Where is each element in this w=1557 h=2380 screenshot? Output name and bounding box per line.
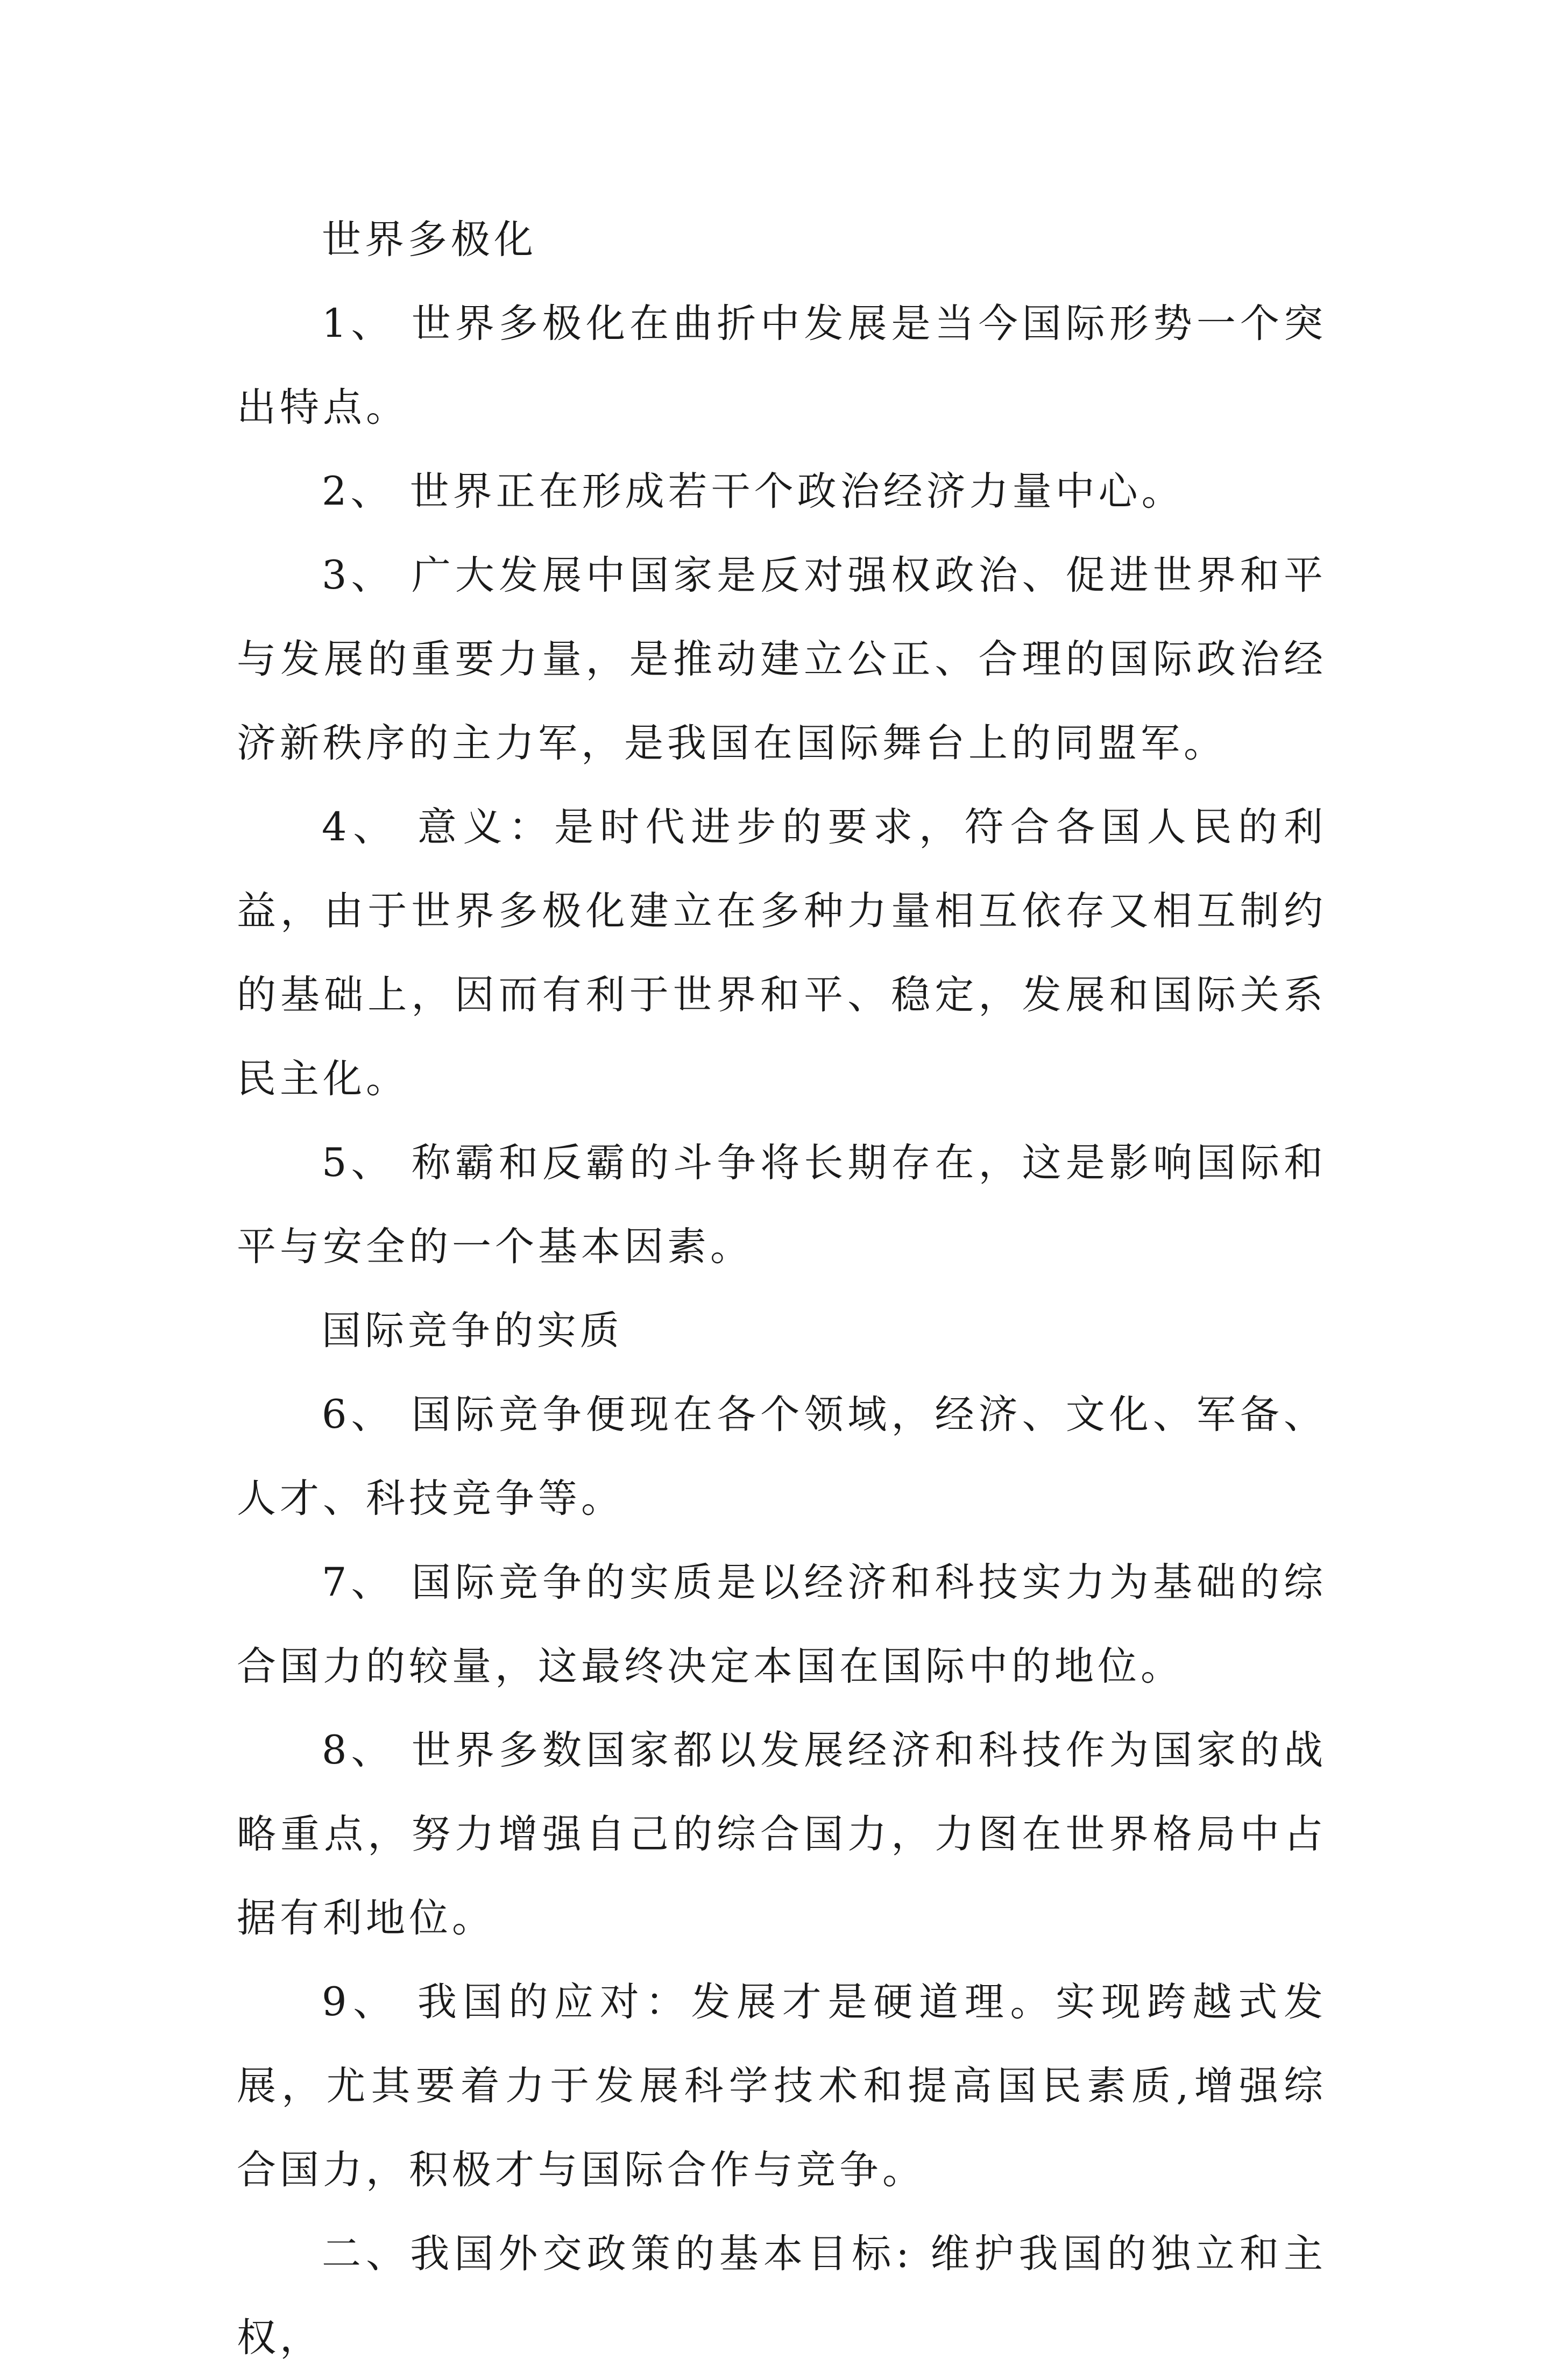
numbered-paragraph: 7、 国际竞争的实质是以经济和科技实力为基础的综合国力的较量，这最终决定本国在国际中的地位。 [237, 1560, 1327, 1689]
numbered-paragraph: 3、 广大发展中国家是反对强权政治、促进世界和平与发展的重要力量，是推动建立公正、合理的国际政治经济新秩序的主力军，是我国在国际舞台上的同盟军。 [237, 552, 1327, 766]
section-heading: 世界多极化 [322, 217, 537, 263]
numbered-paragraph: 4、 意义：是时代进步的要求，符合各国人民的利益，由于世界多极化建立在多种力量相互依存又相互制约的基础上，因而有利于世界和平、稳定，发展和国际关系民主化。 [237, 804, 1327, 1102]
policy-paragraph: 二、我国外交政策的基本目标: 维护我国的独立和主权， [237, 2231, 1327, 2361]
section-heading: 国际竞争的实质 [322, 1308, 623, 1354]
numbered-paragraph: 2、 世界正在形成若干个政治经济力量中心。 [322, 469, 1185, 514]
numbered-paragraph: 1、 世界多极化在曲折中发展是当今国际形势一个突出特点。 [237, 301, 1327, 430]
numbered-paragraph: 8、 世界多数国家都以发展经济和科技作为国家的战略重点，努力增强自己的综合国力，力图在世界格局中占据有利地位。 [237, 1727, 1327, 1941]
numbered-paragraph: 9、 我国的应对：发展才是硬道理。实现跨越式发展，尤其要着力于发展科学技术和提高国民素质,增强综合国力，积极才与国际合作与竞争。 [237, 1979, 1327, 2193]
numbered-paragraph: 5、 称霸和反霸的斗争将长期存在，这是影响国际和平与安全的一个基本因素。 [237, 1140, 1327, 1270]
numbered-paragraph: 6、 国际竞争便现在各个领域，经济、文化、军备、人才、科技竞争等。 [237, 1392, 1327, 1521]
document-body [237, 198, 1327, 2380]
